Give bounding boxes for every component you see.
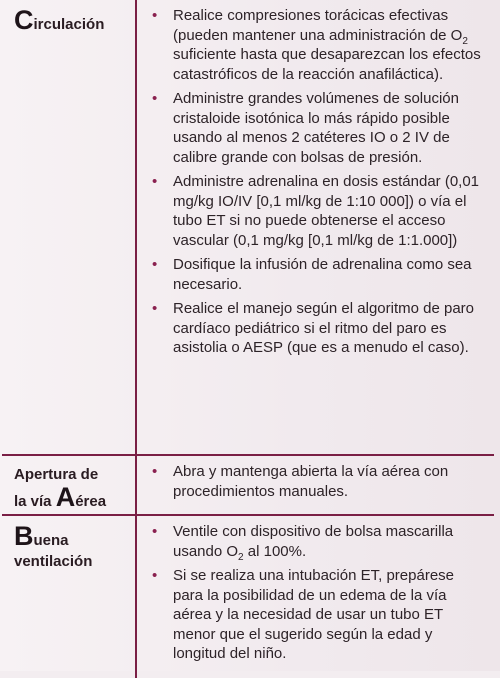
label-initial: B	[14, 521, 34, 551]
item-text: Dosifique la infusión de adrenalina como sea necesario.	[173, 256, 472, 293]
list-item	[149, 522, 488, 561]
list-item	[149, 299, 488, 358]
bullet-icon: •	[152, 256, 158, 273]
row-circulacion	[2, 0, 494, 455]
bullet-icon: •	[152, 173, 158, 190]
list-item	[149, 89, 488, 167]
item-text: Si se realiza una intubación ET, prepárese para la posibilidad de un edema de la vía aérea y la necesidad de usar un tubo ET menor que el sugerido según la edad y longitud del niño.	[173, 567, 455, 662]
list-item	[149, 172, 488, 250]
row-content-apertura	[136, 455, 494, 515]
list-item	[149, 566, 488, 664]
item-text: Administre grandes volúmenes de solución cristaloide isotónica lo más rápido posible usando al menos 2 catéteres IO o 2 IV de calibre grande con bolsas de presión.	[173, 90, 459, 166]
item-text: Realice el manejo según el algoritmo de paro cardíaco pediátrico si el ritmo del paro es asistolia o AESP (que es a menudo el caso).	[173, 300, 475, 356]
label-text: la vía	[14, 493, 56, 510]
bullet-icon: •	[152, 90, 158, 107]
subscript: 2	[462, 35, 468, 47]
row-buena-ventilacion	[2, 515, 494, 678]
list-item	[149, 6, 488, 84]
label-text: uena	[33, 532, 69, 549]
row-apertura-via-aerea	[2, 455, 494, 515]
label-text: Apertura de	[14, 466, 99, 483]
item-text: Ventile con dispositivo de bolsa mascarilla usando O	[173, 523, 454, 560]
item-text: Administre adrenalina en dosis estándar (0,01 mg/kg IO/IV [0,1 ml/kg de 1:10 000]) o vía el tubo ET si no puede obtenerse el acceso vascular (0,1 mg/kg [0,1 ml/kg de 1:1.000])	[173, 173, 480, 249]
label-initial: A	[55, 482, 76, 512]
item-text: Realice compresiones torácicas efectivas (pueden mantener una administración de O	[173, 7, 463, 44]
item-text: al 100%.	[243, 542, 307, 560]
label-initial: C	[14, 5, 34, 35]
label-text: érea	[75, 493, 107, 510]
bullet-icon: •	[152, 567, 158, 584]
bullet-icon: •	[152, 463, 158, 480]
label-text: ventilación	[14, 553, 93, 570]
bullet-icon: •	[152, 523, 158, 540]
item-text: Abra y mantenga abierta la vía aérea con procedimientos manuales.	[173, 463, 449, 500]
row-label-circulacion	[2, 0, 136, 455]
row-content-ventilacion	[136, 515, 494, 678]
protocol-table	[2, 0, 494, 678]
list-item	[149, 462, 488, 501]
list-item	[149, 255, 488, 294]
subscript: 2	[238, 551, 244, 563]
label-text: irculación	[33, 16, 105, 33]
row-content-circulacion	[136, 0, 494, 455]
bullet-icon: •	[152, 300, 158, 317]
row-label-ventilacion	[2, 515, 136, 678]
row-label-apertura	[2, 455, 136, 515]
item-text: suficiente hasta que desaparezcan los efectos catastróficos de la reacción anafiláctica).	[173, 46, 481, 83]
bullet-icon: •	[152, 7, 158, 24]
